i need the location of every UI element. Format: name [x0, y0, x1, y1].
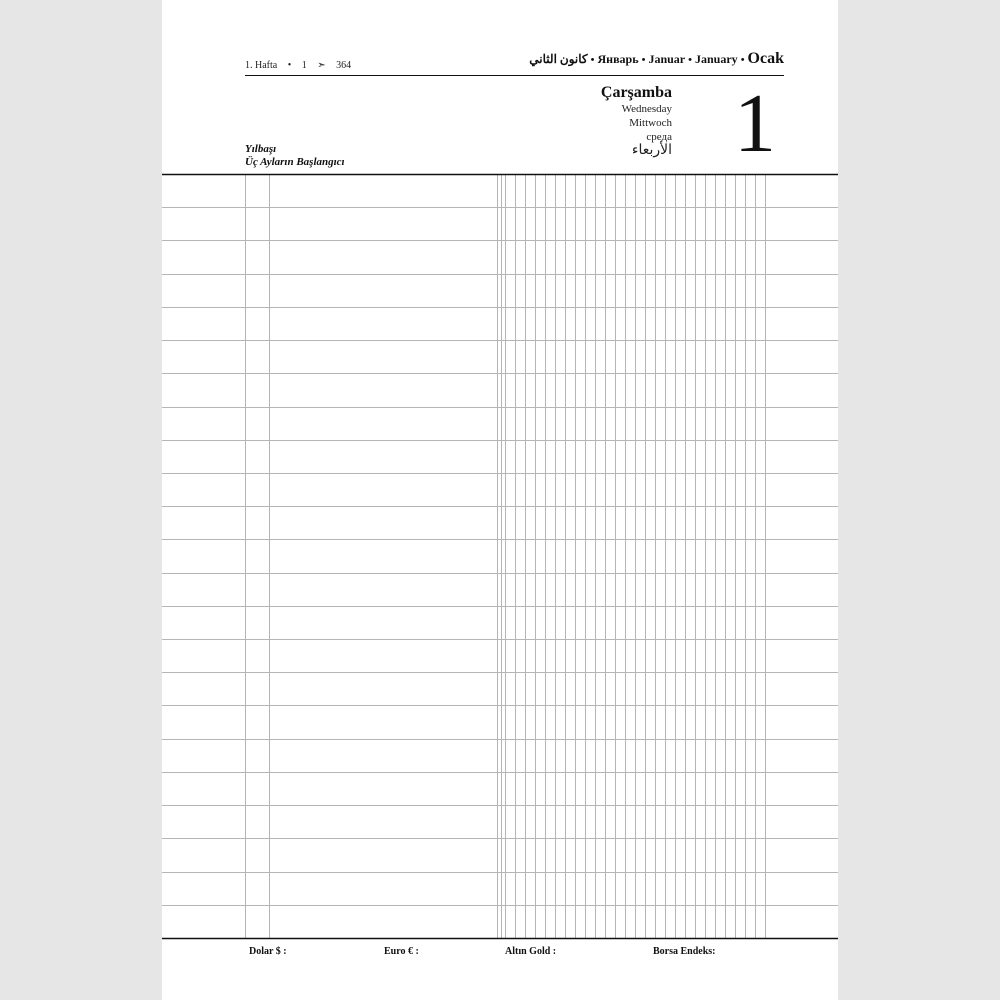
week-label: 1. Hafta: [245, 60, 278, 71]
day-name-turkish: Çarşamba: [600, 84, 672, 101]
days-remaining: 364: [336, 60, 352, 71]
ledger-grid: [162, 0, 838, 1000]
arrow-icon: ➣: [317, 60, 326, 71]
day-name-english: Wednesday: [621, 103, 672, 115]
month-arabic: كانون الثاني: [529, 52, 588, 66]
planner-page: [162, 0, 838, 1000]
day-number: 1: [734, 77, 776, 170]
month-separator: •: [590, 54, 595, 66]
footer-gold: Altın Gold :: [505, 946, 557, 957]
month-german: Januar: [648, 52, 686, 66]
day-name-arabic: الأربعاء: [631, 143, 672, 158]
day-name-russian: среда: [646, 131, 672, 143]
day-name-german: Mittwoch: [629, 117, 672, 129]
month-turkish: Ocak: [747, 50, 784, 67]
month-separator: •: [641, 54, 646, 66]
note-holiday: Yılbaşı: [245, 143, 277, 155]
footer-euro: Euro € :: [384, 946, 419, 957]
month-separator: •: [688, 54, 692, 66]
footer-dollar: Dolar $ :: [249, 946, 287, 957]
footer-stock: Borsa Endeks:: [653, 946, 716, 957]
month-english: January: [695, 52, 738, 66]
month-russian: Январь: [597, 52, 639, 66]
month-separator: •: [740, 54, 745, 66]
note-religious: Üç Ayların Başlangıcı: [245, 156, 345, 168]
day-of-year: 1: [301, 60, 307, 71]
bullet-separator: •: [287, 60, 292, 71]
